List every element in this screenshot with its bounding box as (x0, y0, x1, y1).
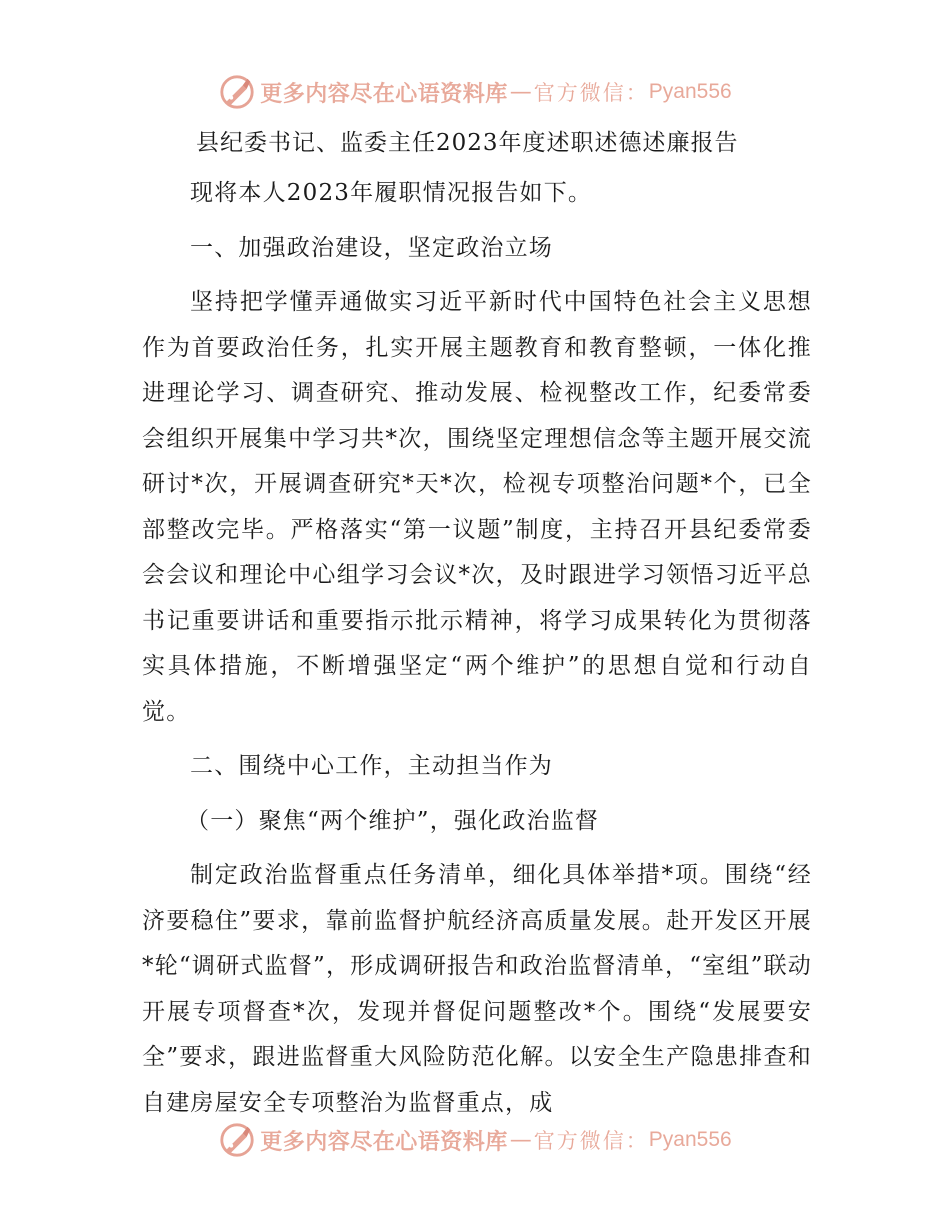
watermark-wechat-handle: Pyan556 (648, 1128, 732, 1151)
section1-body: 坚持把学懂弄通做实习近平新时代中国特色社会主义思想作为首要政治任务，扎实开展主题教育和教育整顿，一体化推进理论学习、调查研究、推动发展、检视整改工作，纪委常委会组织开展集中学习共*次，围绕坚定理想信念等主题开展交流研讨*次，开展调查研究*天*次，检视专项整治问题*个，已全部整改完毕。严格落实“第一议题”制度，主持召开县纪委常委会会议和理论中心组学习会议*次，及时跟进学习领悟习近平总书记重要讲话和重要指示批示精神，将学习成果转化为贯彻落实具体措施，不断增强坚定“两个维护”的思想自觉和行动自觉。 (142, 289, 812, 725)
section1-heading: 一、加强政治建设，坚定政治立场 (190, 234, 553, 261)
document-title: 县纪委书记、监委主任2023年度述职述德述廉报告 (196, 130, 739, 156)
watermark-separator: — (509, 1127, 532, 1153)
watermark-brand-text: 更多内容尽在心语资料库 (260, 81, 508, 107)
header-watermark-banner (0, 70, 950, 114)
footer-watermark-banner (0, 1118, 950, 1162)
pen-logo-icon (218, 1121, 256, 1159)
intro-paragraph: 现将本人2023年履职情况报告如下。 (190, 180, 593, 206)
pen-logo-icon (218, 73, 256, 111)
subsection1-heading: （一）聚焦“两个维护”，强化政治监督 (186, 807, 600, 834)
watermark-brand-text: 更多内容尽在心语资料库 (260, 1129, 508, 1155)
watermark-wechat-label: 官方微信： (533, 1129, 649, 1153)
watermark-separator: — (509, 79, 532, 105)
section2-heading: 二、围绕中心工作，主动担当作为 (190, 753, 553, 779)
watermark-wechat-label: 官方微信： (533, 81, 649, 105)
subsection1-body: 制定政治监督重点任务清单，细化具体举措*项。围绕“经济要稳住”要求，靠前监督护航经济高质量发展。赴开发区开展*轮“调研式监督”，形成调研报告和政治监督清单，“室组”联动开展专项督查*次，发现并督促问题整改*个。围绕“发展要安全”要求，跟进监督重大风险防范化解。以安全生产隐患排查和自建房屋安全专项整治为监督重点，成 (142, 862, 812, 1116)
watermark-wechat-handle: Pyan556 (648, 80, 732, 103)
document-body (142, 120, 812, 1126)
